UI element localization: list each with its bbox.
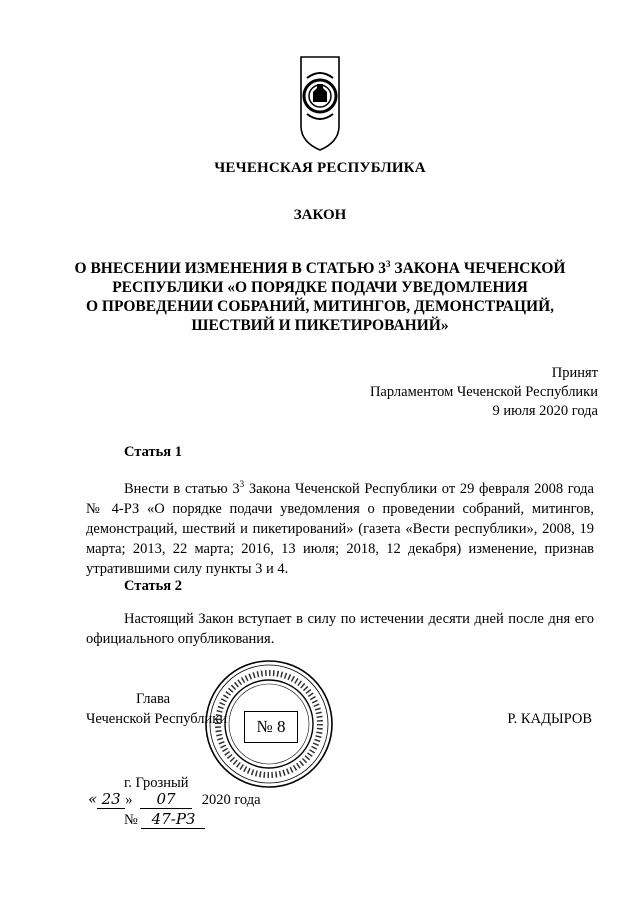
document-type: ЗАКОН	[293, 207, 347, 223]
adoption-block: Принят Парламентом Чеченской Республики 9 июля 2020 года	[369, 365, 598, 419]
republic-heading: ЧЕЧЕНСКАЯ РЕСПУБЛИКА	[214, 160, 426, 176]
law-title: О ВНЕСЕНИИ ИЗМЕНЕНИЯ В СТАТЬЮ $3^3$ ЗАКОНА ЧЕЧЕНСКОЙ РЕСПУБЛИКИ «О ПОРЯДКЕ ПОДАЧИ УВЕДОМЛЕНИЯ О ПРОВЕДЕНИИ СОБРАНИЙ, МИТИНГОВ, ДЕМОНСТРАЦИЙ, ШЕСТВИЙ И ПИКЕТИРОВАНИЙ»	[74, 259, 566, 335]
article-1-heading: Статья 1	[124, 444, 182, 460]
seal-number: № 8	[244, 711, 298, 743]
signatory-title-line1: Глава	[136, 691, 171, 707]
article-2-heading: Статья 2	[124, 578, 182, 594]
law-number: № 47-РЗ	[124, 810, 205, 829]
signatory-name: Р. КАДЫРОВ	[507, 711, 592, 727]
article-1-text: Внести в статью $3^3$ Закона Чеченской Республики от 29 февраля 2008 года № 4-РЗ «О порядке подачи уведомления о проведении собраний, митингов, демонстраций, шествий и пикетирований» (газета «Вести республики», 2008, 19 марта; 2013, 22 марта; 2016, 13 июля; 2018, 12 декабря) изменение, признав утратившими силу пункты 3 и 4.	[86, 479, 594, 577]
article-2-text: Настоящий Закон вступает в силу по истечении десяти дней после дня его официального опубликования.	[86, 611, 594, 647]
signatory-title-line2: Чеченской Республики	[86, 711, 228, 727]
signing-date: « 23 » 07 2020 года	[88, 790, 261, 808]
coat-of-arms-emblem	[298, 54, 342, 152]
city-label: г. Грозный	[124, 775, 189, 791]
